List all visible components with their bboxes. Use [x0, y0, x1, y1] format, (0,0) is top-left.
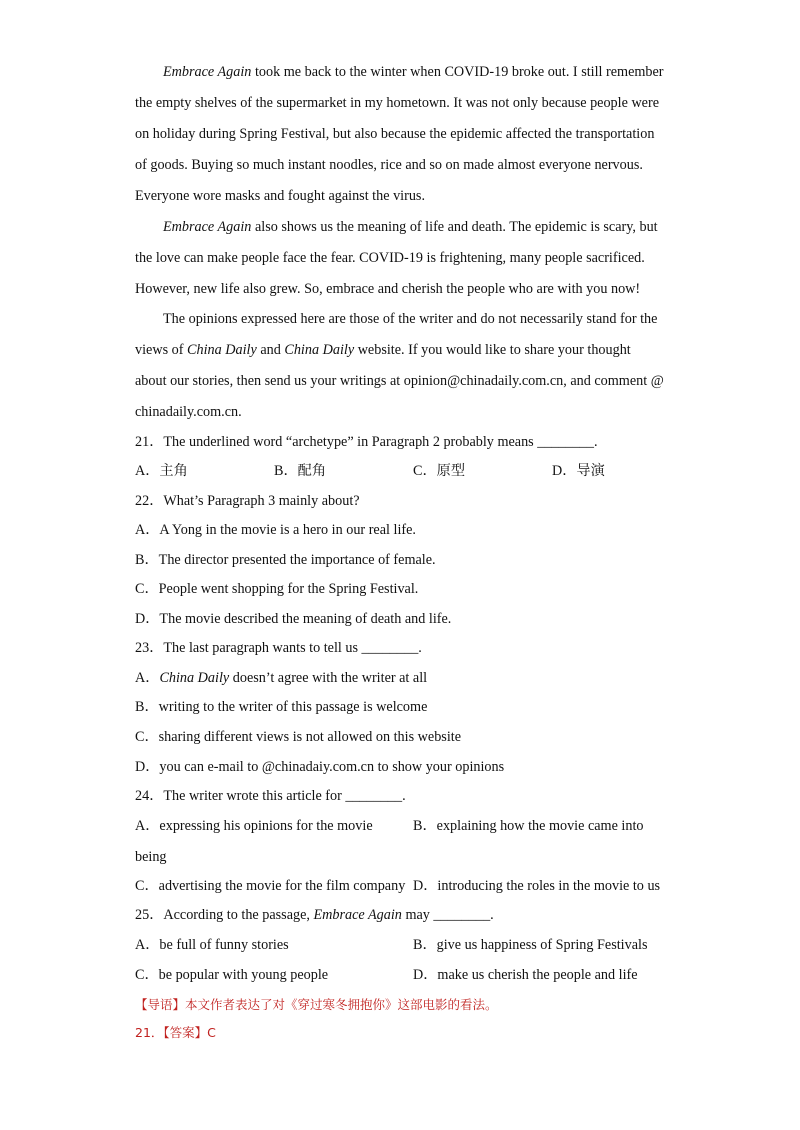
text-span: took me back to the winter when COVID-19 broke out. I still remember — [251, 64, 664, 80]
question-21-option-a: A．主角 — [135, 463, 188, 479]
passage-p3-line1: The opinions expressed here are those of the writer and do not necessarily stand for the — [163, 311, 658, 327]
question-24-stem: 24．The writer wrote this article for ________. — [135, 788, 406, 804]
question-22-option-c: C．People went shopping for the Spring Festival. — [135, 581, 419, 597]
text-span: views of — [135, 342, 188, 358]
question-22-option-a: A．A Yong in the movie is a hero in our real life. — [135, 522, 416, 538]
passage-p2-line1 — [163, 218, 658, 236]
question-21-option-c: C．原型 — [413, 463, 466, 479]
text-span: doesn’t agree with the writer at all — [229, 670, 428, 686]
question-23-option-b: B．writing to the writer of this passage is welcome — [135, 699, 428, 715]
question-25-option-c: C．be popular with young people — [135, 967, 329, 983]
text-span: may ________. — [401, 907, 494, 923]
passage-p2-line3: However, new life also grew. So, embrace and cherish the people who are with you now! — [135, 281, 641, 297]
question-21-option-b: B．配角 — [274, 463, 327, 479]
question-24-option-d: D．introducing the roles in the movie to us — [413, 878, 661, 894]
question-24-option-b: B．explaining how the movie came into — [413, 818, 644, 834]
question-23-option-d: D．you can e-mail to @chinadaiy.com.cn to show your opinions — [135, 759, 505, 775]
question-22-stem: 22．What’s Paragraph 3 mainly about? — [135, 493, 360, 509]
text-span: website. If you would like to share your thought — [354, 342, 631, 358]
question-25-stem — [135, 906, 494, 924]
movie-title: Embrace Again — [313, 907, 402, 923]
newspaper-name: China Daily — [187, 342, 257, 358]
passage-p1-line4: of goods. Buying so much instant noodles, rice and so on made almost everyone nervous. — [135, 157, 643, 173]
text-span: A． — [135, 670, 160, 686]
question-24-option-b-continued: being — [135, 849, 167, 865]
answer-21: 21．【答案】C — [135, 1025, 216, 1040]
question-22-option-d: D．The movie described the meaning of death and life. — [135, 611, 452, 627]
passage-p3-line2 — [135, 341, 631, 359]
passage-p3-line4: chinadaily.com.cn. — [135, 404, 242, 420]
question-21-stem: 21．The underlined word “archetype” in Paragraph 2 probably means ________. — [135, 434, 598, 450]
answer-guide: 【导语】本文作者表达了对《穿过寒冬拥抱你》这部电影的看法。 — [135, 997, 498, 1012]
newspaper-name: China Daily — [284, 342, 355, 358]
question-23-option-a — [135, 669, 427, 687]
passage-p1-line5: Everyone wore masks and fought against the virus. — [135, 188, 425, 204]
question-23-stem: 23．The last paragraph wants to tell us ________. — [135, 640, 422, 656]
newspaper-name: China Daily — [159, 670, 230, 686]
question-21-option-d: D．导演 — [552, 463, 605, 479]
question-22-option-b: B．The director presented the importance of female. — [135, 552, 436, 568]
question-23-option-c: C．sharing different views is not allowed on this website — [135, 729, 462, 745]
passage-p1-line1 — [163, 63, 664, 81]
text-span: and — [256, 342, 285, 358]
passage-p3-line3: about our stories, then send us your writings at opinion@chinadaily.com.cn, and comment @ — [135, 373, 664, 389]
question-24-option-a: A．expressing his opinions for the movie — [135, 818, 373, 834]
passage-p1-line2: the empty shelves of the supermarket in my hometown. It was not only because people were — [135, 95, 660, 111]
text-span: also shows us the meaning of life and death. The epidemic is scary, but — [251, 219, 658, 235]
question-25-option-d: D．make us cherish the people and life — [413, 967, 638, 983]
question-24-option-c: C．advertising the movie for the film company — [135, 878, 406, 894]
passage-p1-line3: on holiday during Spring Festival, but also because the epidemic affected the transportation — [135, 126, 655, 142]
question-25-option-b: B．give us happiness of Spring Festivals — [413, 937, 648, 953]
text-span: 25．According to the passage, — [135, 907, 314, 923]
passage-p2-line2: the love can make people face the fear. COVID-19 is frightening, many people sacrificed. — [135, 250, 645, 266]
question-25-option-a: A．be full of funny stories — [135, 937, 289, 953]
movie-title: Embrace Again — [163, 64, 252, 80]
movie-title: Embrace Again — [163, 219, 252, 235]
